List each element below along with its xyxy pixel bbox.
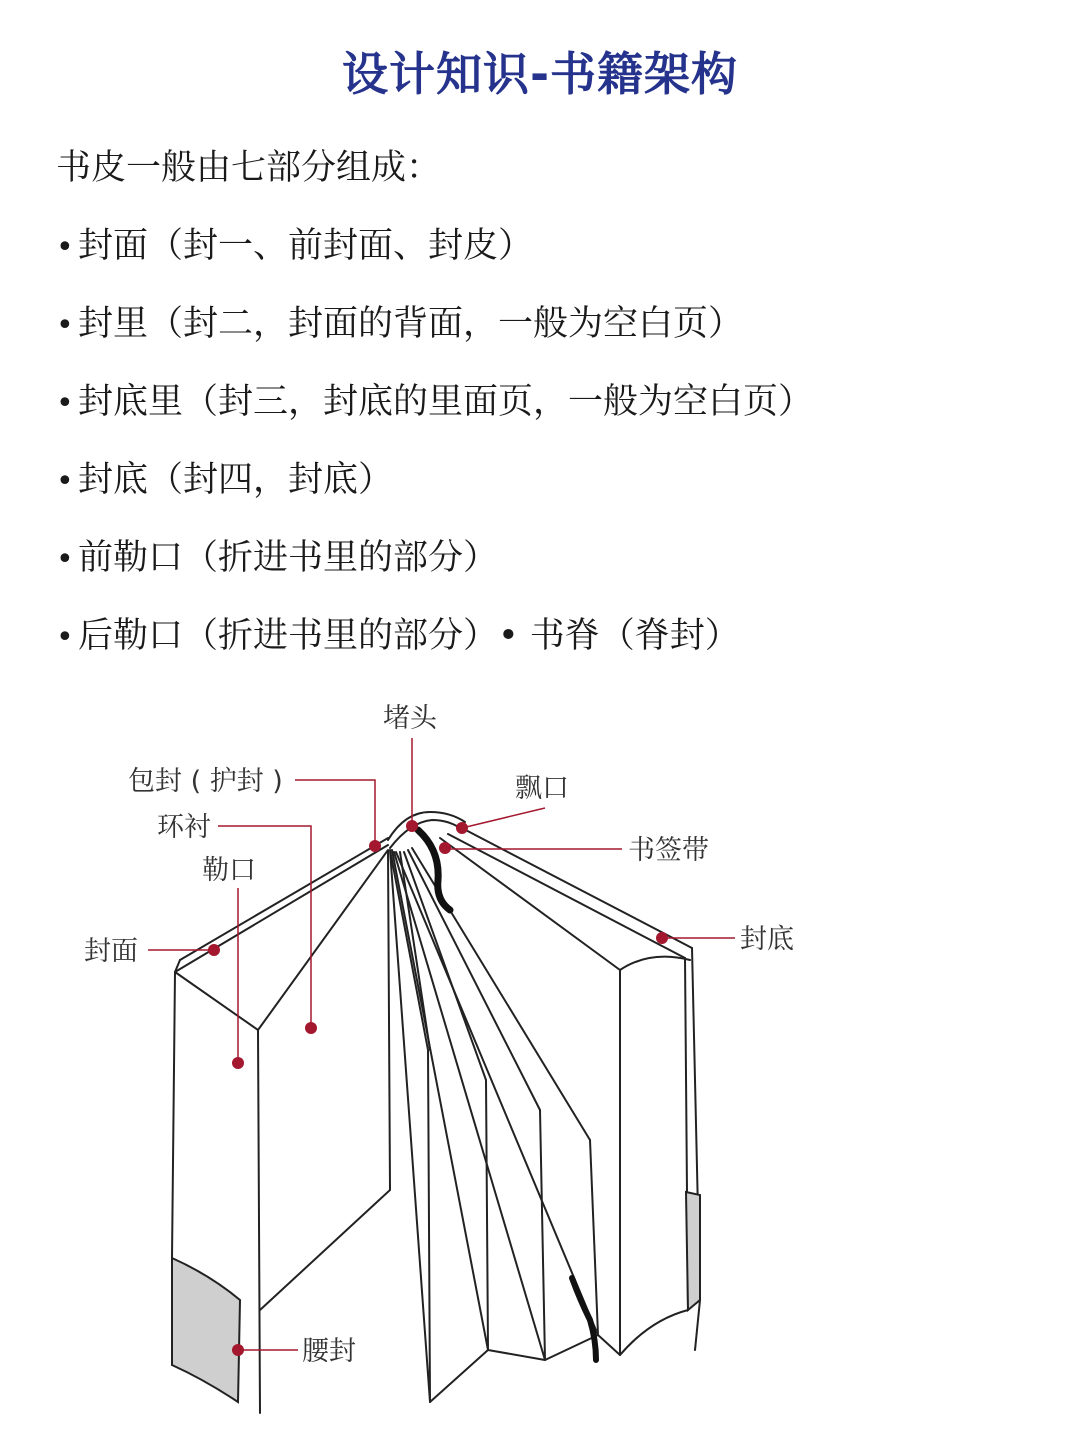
page: [392, 850, 488, 1350]
list-item-text: 封面（封一、前封面、封皮）: [78, 226, 534, 266]
bullet: •: [56, 230, 74, 265]
book-illustration: [0, 680, 1080, 1443]
label-yaofeng: 腰封: [302, 1336, 356, 1367]
list-item-text: 封里（封二，封面的背面，一般为空白页）: [78, 304, 744, 344]
label-huanchen: 环衬: [157, 812, 211, 843]
belly-band-back: [686, 1192, 700, 1310]
bullet: •: [56, 464, 74, 499]
list-item: [56, 218, 813, 296]
page: [390, 850, 430, 1402]
bullet: •: [56, 308, 74, 343]
bookmark-ribbon-bottom: [572, 1278, 596, 1360]
marker-fengdi: [656, 932, 668, 944]
parts-list: [56, 218, 813, 686]
label-shuqiandai: 书签带: [628, 835, 709, 866]
list-item-text: 封底（封四，封底）: [78, 460, 394, 500]
leader-lines: [148, 738, 735, 1350]
list-item-text: 封底里（封三，封底的里面页，一般为空白页）: [78, 382, 814, 422]
label-lekou: 勒口: [202, 855, 256, 886]
list-item: [56, 374, 813, 452]
leader-piaokou: [462, 808, 545, 828]
marker-huanchen: [305, 1022, 317, 1034]
list-item: [56, 530, 813, 608]
marker-lekou: [232, 1057, 244, 1069]
label-dutou: 堵头: [383, 703, 437, 734]
leader-baofeng: [295, 780, 375, 846]
marker-fengmian: [208, 944, 220, 956]
bullet: •: [56, 386, 74, 421]
page-title: 设计知识-书籍架构: [341, 47, 739, 101]
marker-baofeng: [369, 840, 381, 852]
bullet: •: [56, 542, 74, 577]
marker-shuqiandai: [439, 842, 451, 854]
list-item: [56, 296, 813, 374]
marker-dutou: [406, 820, 418, 832]
book-structure-diagram: [0, 680, 1080, 1443]
label-fengdi: 封底: [740, 924, 794, 955]
list-item-text: 后勒口（折进书里的部分）• 书脊（脊封）: [78, 616, 740, 656]
list-item: [56, 608, 813, 686]
endpaper: [258, 850, 390, 1310]
list-item: [56, 452, 813, 530]
label-piaokou: 飘口: [515, 773, 569, 804]
label-fengmian: 封面: [84, 936, 138, 967]
label-baofeng: 包封 ( 护封 ): [128, 766, 283, 797]
marker-piaokou: [456, 822, 468, 834]
book-outline: [172, 812, 700, 1413]
marker-yaofeng: [232, 1344, 244, 1356]
belly-band: [172, 1258, 240, 1402]
page: [394, 852, 545, 1360]
bullet: •: [56, 620, 74, 655]
page: [396, 852, 598, 1335]
list-item-text: 前勒口（折进书里的部分）: [78, 538, 499, 578]
front-cover-outer-edge: [172, 972, 175, 1258]
intro-text: 书皮一般由七部分组成：: [56, 148, 442, 188]
